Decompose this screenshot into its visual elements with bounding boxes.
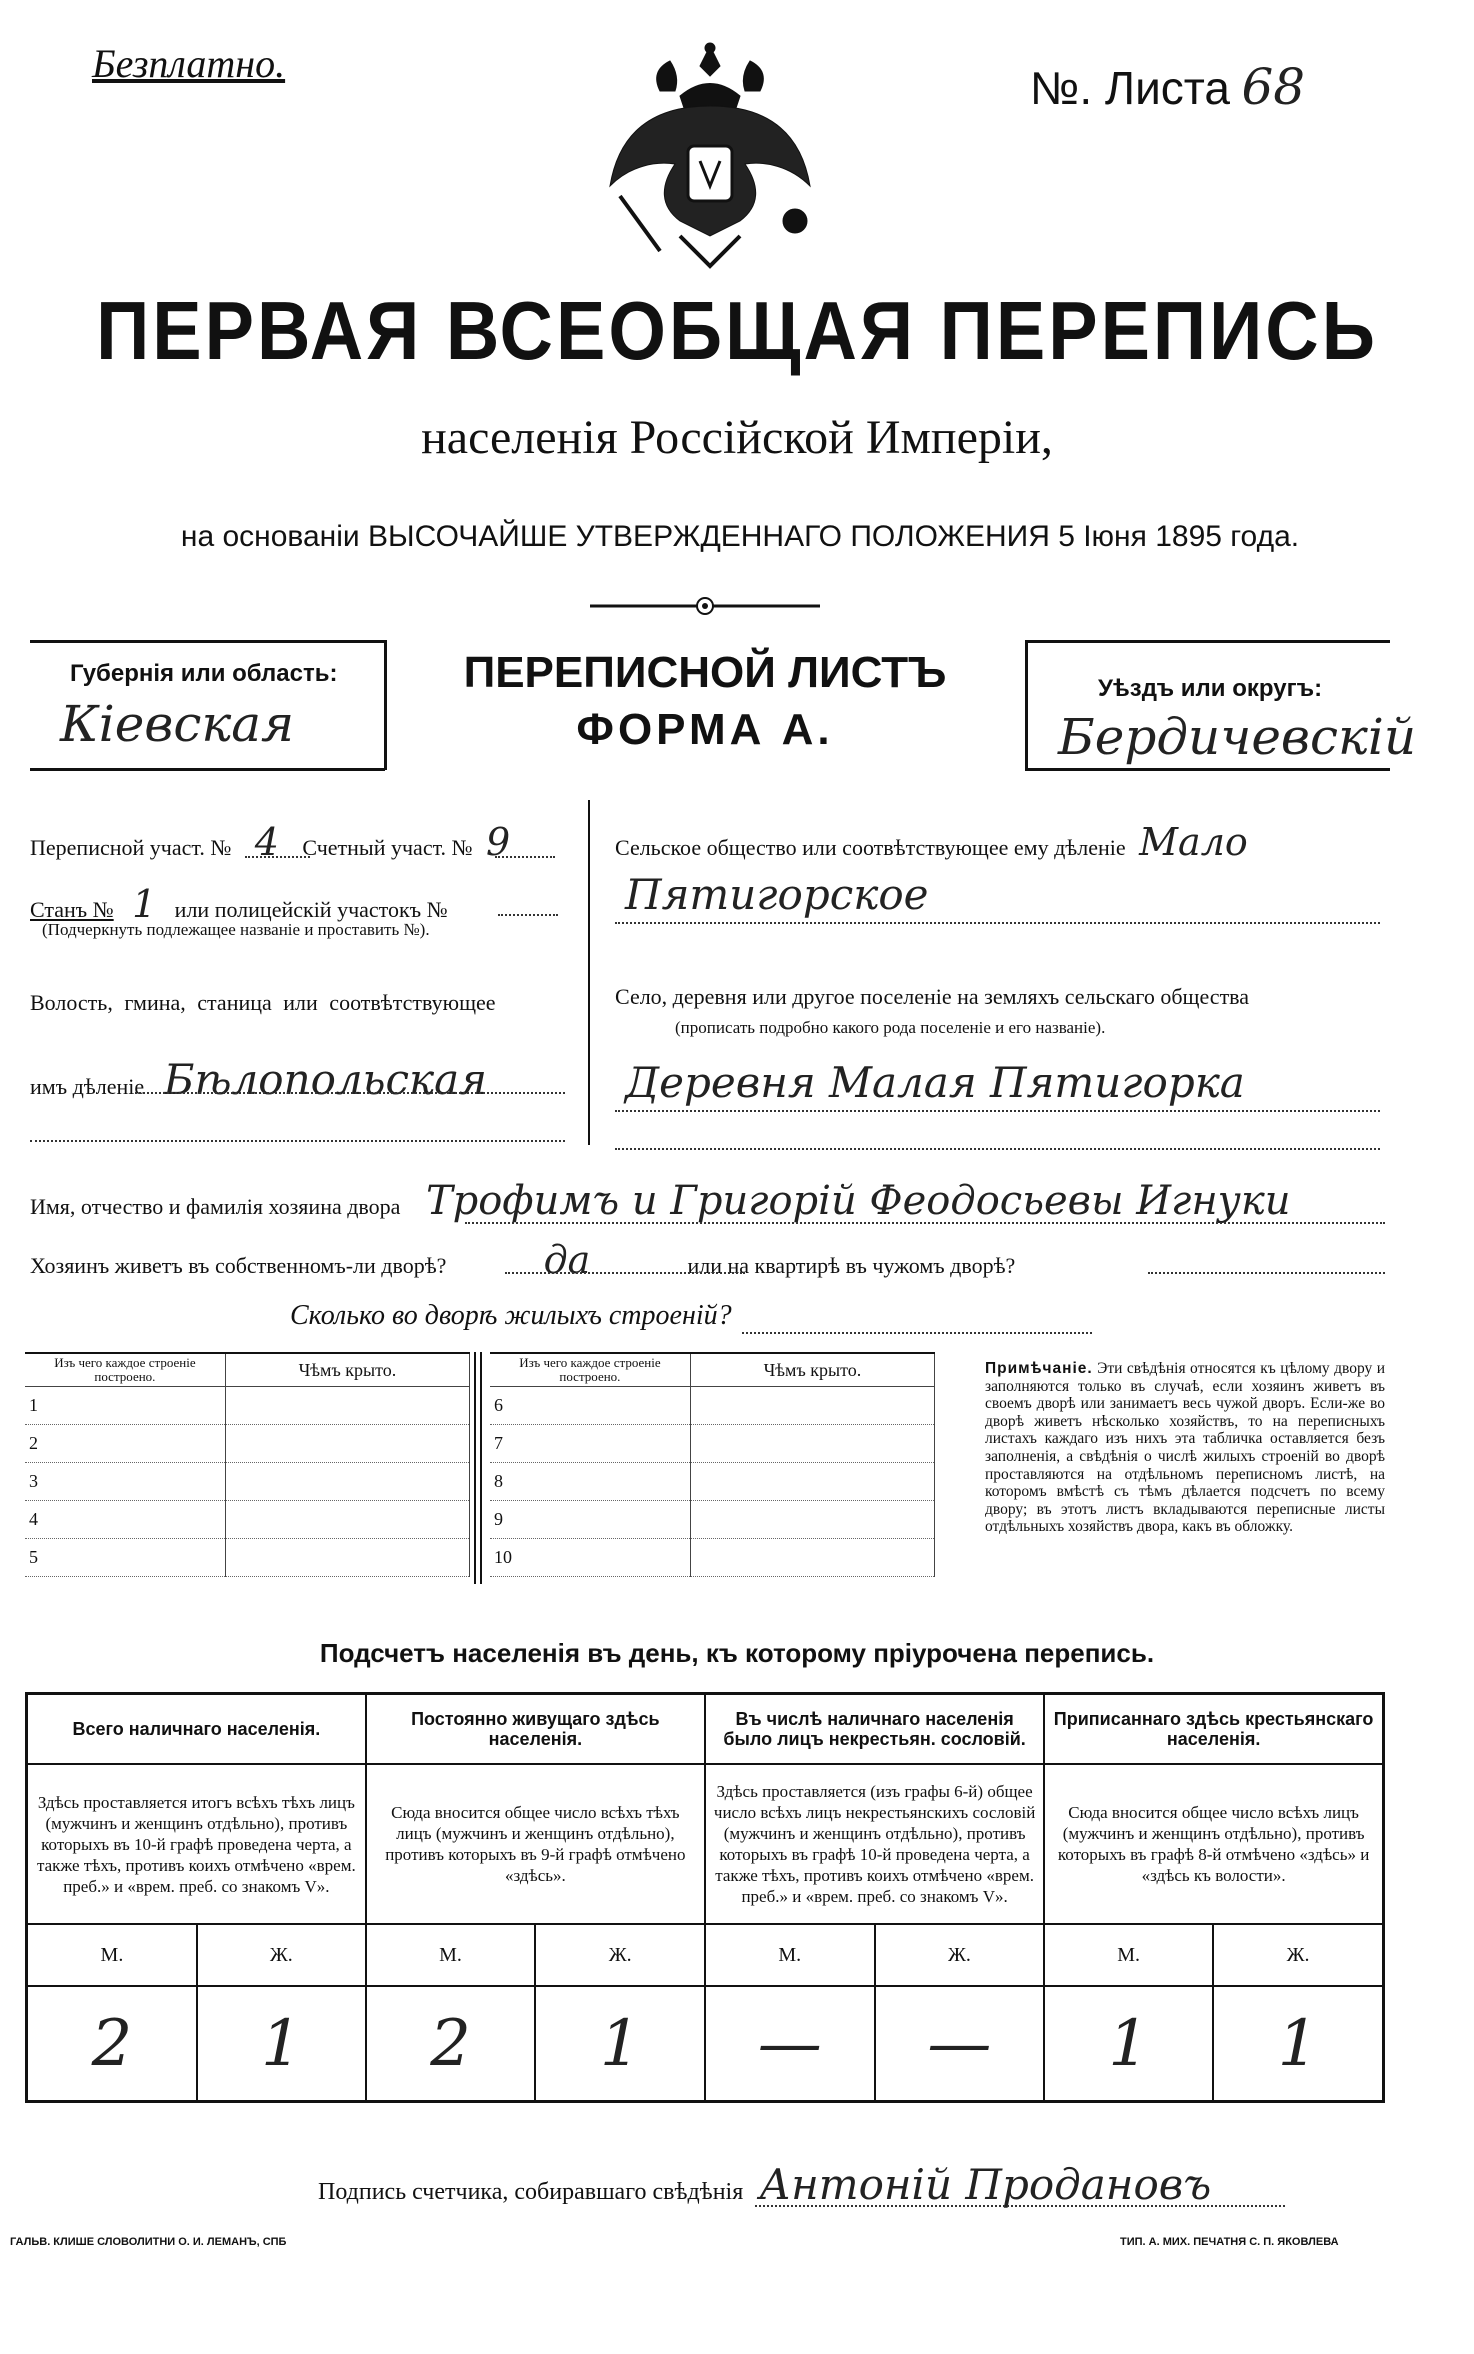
- col-material-header: Изъ чего каждое строеніе построено.: [25, 1353, 225, 1387]
- basis-line: на основаніи ВЫСОЧАЙШЕ УТВЕРЖДЕННАГО ПОЛОЖЕНИЯ 5 Іюня 1895 года.: [180, 520, 1300, 553]
- counting-section-label: Счетный участ. №: [302, 835, 473, 860]
- roof-cell[interactable]: [690, 1425, 934, 1463]
- dwelling-row-number: 6: [490, 1387, 690, 1425]
- dwelling-row-number: 2: [25, 1425, 225, 1463]
- dwellings-double-divider-2: [480, 1352, 482, 1584]
- dwelling-row-number: 9: [490, 1501, 690, 1539]
- volost-label2: имъ дѣленіе: [30, 1074, 145, 1099]
- male-header: М.: [366, 1924, 536, 1986]
- roof-cell[interactable]: [225, 1539, 469, 1577]
- dwelling-row-number: 8: [490, 1463, 690, 1501]
- province-label: Губернія или область:: [70, 660, 338, 687]
- volost-label-line2: [30, 1055, 487, 1104]
- dwellings-table-right: [490, 1352, 935, 1577]
- stan-value: 1: [132, 882, 157, 926]
- form-box-divider-left: [384, 640, 387, 770]
- dwelling-row-number: 1: [25, 1387, 225, 1425]
- roof-cell[interactable]: [690, 1463, 934, 1501]
- pop-col-3-desc: Здѣсь проставляется (изъ графы 6-й) общее число всѣхъ лицъ некрестьянскихъ сословій (мужчинъ и женщинъ отдѣльно), противъ которыхъ въ графѣ 10-й проведена черта, а также тѣхъ, противъ коихъ отмѣчено «врем. преб.» и «врем. преб. со знакомъ V».: [705, 1764, 1044, 1924]
- col-material-header: Изъ чего каждое строеніе построено.: [490, 1353, 690, 1387]
- registered-peasant-female-count[interactable]: 1: [1213, 1986, 1383, 2102]
- male-header: М.: [705, 1924, 875, 1986]
- male-header: М.: [1044, 1924, 1213, 1986]
- page-title: ПЕРВАЯ ВСЕОБЩАЯ ПЕРЕПИСЬ: [96, 284, 1378, 377]
- census-section-line: [245, 856, 310, 858]
- sheet-number: [1030, 58, 1305, 116]
- female-header: Ж.: [535, 1924, 705, 1986]
- female-header: Ж.: [1213, 1924, 1383, 1986]
- pop-col-1-title: Всего наличнаго населенія.: [27, 1694, 366, 1765]
- society-line: [615, 922, 1380, 924]
- police-note: (Подчеркнуть подлежащее названіе и проставить №).: [42, 920, 430, 939]
- province-value: Кіевская: [60, 695, 295, 753]
- pop-col-4-title: Приписаннаго здѣсь крестьянскаго населенія.: [1044, 1694, 1383, 1765]
- own-yard-line: [505, 1272, 745, 1274]
- page-subtitle: населенія Россійской Имперіи,: [421, 411, 1053, 464]
- population-table: [25, 1692, 1385, 2103]
- resident-male-count[interactable]: 2: [366, 1986, 536, 2102]
- male-header: М.: [27, 1924, 197, 1986]
- roof-cell[interactable]: [225, 1425, 469, 1463]
- society-value: Мало: [1139, 820, 1248, 864]
- dwellings-note: [985, 1360, 1385, 1536]
- pop-col-2-title: Постоянно живущаго здѣсь населенія.: [366, 1694, 705, 1765]
- imperial-eagle-emblem: [600, 36, 820, 276]
- footer-left-imprint: ГАЛЬВ. КЛИШЕ СЛОВОЛИТНИ О. И. ЛЕМАНЪ, СПБ: [10, 2236, 287, 2248]
- volost-line-2: [30, 1140, 565, 1142]
- village-line: [615, 1110, 1380, 1112]
- female-header: Ж.: [197, 1924, 366, 1986]
- police-line: [498, 914, 558, 916]
- census-section-label: Переписной участ. №: [30, 835, 232, 860]
- society-value-line2: Пятигорское: [625, 870, 929, 919]
- pop-col-3-title: Въ числѣ наличнаго населенія было лицъ некрестьян. сословій.: [705, 1694, 1044, 1765]
- roof-cell[interactable]: [690, 1501, 934, 1539]
- fields-column-divider: [588, 800, 590, 1145]
- form-box-top-line-right: [1025, 640, 1390, 643]
- owner-name-line: [465, 1222, 1385, 1224]
- note-heading: Примѣчаніе.: [985, 1360, 1093, 1377]
- ornament-divider: [590, 596, 820, 616]
- village-value: Деревня Малая Пятигорка: [625, 1058, 1245, 1107]
- col-roof-header: Чѣмъ крыто.: [225, 1353, 469, 1387]
- form-title: ПЕРЕПИСНОЙ ЛИСТЪ: [463, 648, 947, 697]
- nonpeasant-male-count[interactable]: —: [705, 1986, 875, 2102]
- roof-cell[interactable]: [225, 1501, 469, 1539]
- society-label: Сельское общество или соотвѣтствующее ему дѣленіе: [615, 835, 1126, 860]
- owner-name-row: [30, 1178, 1291, 1224]
- volost-line: [135, 1092, 565, 1094]
- dwellings-double-divider: [474, 1352, 476, 1584]
- rented-label: или на квартирѣ въ чужомъ дворѣ?: [687, 1253, 1016, 1278]
- col-roof-header: Чѣмъ крыто.: [690, 1353, 934, 1387]
- census-section-value: 4: [254, 820, 279, 864]
- dwelling-row-number: 5: [25, 1539, 225, 1577]
- signature-value: Антоній Продановъ: [759, 2160, 1212, 2209]
- village-line-2: [615, 1148, 1380, 1150]
- volost-label: Волость, гмина, станица или соотвѣтствующее: [30, 990, 496, 1015]
- owner-name-value: Трофимъ и Григорій Феодосьевы Игнуки: [425, 1178, 1291, 1224]
- society-row: [615, 820, 1248, 864]
- free-label: Безплатно.: [92, 41, 286, 86]
- form-box-bottom-right: [1025, 768, 1390, 771]
- own-yard-value: да: [543, 1238, 591, 1282]
- police-label: или полицейскій участокъ №: [174, 897, 448, 922]
- village-label: Село, деревня или другое поселеніе на земляхъ сельскаго общества: [615, 984, 1250, 1009]
- volost-value: Бѣлопольская: [163, 1055, 487, 1104]
- own-yard-row: [30, 1238, 1015, 1282]
- dwelling-row-number: 7: [490, 1425, 690, 1463]
- dwelling-row-number: 4: [25, 1501, 225, 1539]
- nonpeasant-female-count[interactable]: —: [875, 1986, 1045, 2102]
- stan-label: Станъ №: [30, 897, 114, 922]
- buildings-label: Сколько во дворѣ жилыхъ строеній?: [290, 1300, 732, 1331]
- own-yard-label: Хозяинъ живетъ въ собственномъ-ли дворѣ?: [30, 1253, 447, 1278]
- sheet-number-value: 68: [1241, 58, 1306, 116]
- owner-name-label: Имя, отчество и фамилія хозяина двора: [30, 1194, 401, 1219]
- counting-section-value: 9: [485, 820, 511, 864]
- signature-line: [755, 2205, 1285, 2207]
- dwellings-table-left: [25, 1352, 470, 1577]
- form-subtitle: ФОРМА А.: [576, 705, 834, 754]
- pop-col-1-desc: Здѣсь проставляется итогъ всѣхъ тѣхъ лицъ (мужчинъ и женщинъ отдѣльно), противъ которыхъ въ 10-й графѣ проведена черта, а также тѣхъ, противъ коихъ отмѣчено «врем. преб.» и «врем. преб. со знакомъ V».: [27, 1764, 366, 1924]
- counting-section-line: [495, 856, 555, 858]
- roof-cell[interactable]: [690, 1387, 934, 1425]
- village-note: (прописать подробно какого рода поселеніе и его названіе).: [675, 1018, 1106, 1037]
- present-female-count[interactable]: 1: [197, 1986, 366, 2102]
- pop-col-2-desc: Сюда вносится общее число всѣхъ тѣхъ лицъ (мужчинъ и женщинъ отдѣльно), противъ которыхъ въ 9-й графѣ отмѣчено «здѣсь».: [366, 1764, 705, 1924]
- rented-line: [1148, 1272, 1385, 1274]
- female-header: Ж.: [875, 1924, 1045, 1986]
- sheet-number-label: №. Листа: [1030, 62, 1230, 114]
- signature-row: [318, 2160, 1211, 2209]
- form-box-top-line: [30, 640, 385, 643]
- present-male-count[interactable]: 2: [27, 1986, 197, 2102]
- footer-right-imprint: ТИП. А. МИХ. ПЕЧАТНЯ С. П. ЯКОВЛЕВА: [1120, 2236, 1339, 2248]
- population-heading: Подсчетъ населенія въ день, къ которому пріурочена перепись.: [319, 1638, 1155, 1668]
- roof-cell[interactable]: [225, 1387, 469, 1425]
- roof-cell[interactable]: [225, 1463, 469, 1501]
- district-value: Бердичевскій: [1058, 708, 1417, 766]
- dwelling-row-number: 10: [490, 1539, 690, 1577]
- note-text: Эти свѣдѣнія относятся къ цѣлому двору и заполняются только въ случаѣ, если хозяинъ живетъ въ своемъ дворѣ или занимаетъ весь чужой дворъ. Если-же во дворѣ живетъ нѣсколько хозяйствъ, то на переписныхъ листахъ каждаго изъ нихъ эта табличка оставляется безъ заполненія, а свѣдѣнія о числѣ жилыхъ строеній во дворѣ проставляются на отдѣльномъ переписномъ листѣ, на которомъ вмѣстѣ съ тѣмъ дѣлается подсчетъ по всему двору; въ этотъ листъ вкладываются переписные листы отдѣльныхъ хозяйствъ двора, какъ въ обложку.: [985, 1360, 1386, 1536]
- buildings-line: [742, 1332, 1092, 1334]
- dwelling-row-number: 3: [25, 1463, 225, 1501]
- district-label: Уѣздъ или округъ:: [1098, 675, 1323, 702]
- resident-female-count[interactable]: 1: [535, 1986, 705, 2102]
- form-box-divider-right: [1025, 640, 1028, 770]
- signature-label: Подпись счетчика, собиравшаго свѣдѣнія: [318, 2179, 744, 2205]
- form-box-bottom-left: [30, 768, 385, 771]
- registered-peasant-male-count[interactable]: 1: [1044, 1986, 1213, 2102]
- pop-col-4-desc: Сюда вносится общее число всѣхъ лицъ (мужчинъ и женщинъ отдѣльно), противъ которыхъ въ графѣ 8-й отмѣчено «здѣсь» и «здѣсь къ волости».: [1044, 1764, 1383, 1924]
- roof-cell[interactable]: [690, 1539, 934, 1577]
